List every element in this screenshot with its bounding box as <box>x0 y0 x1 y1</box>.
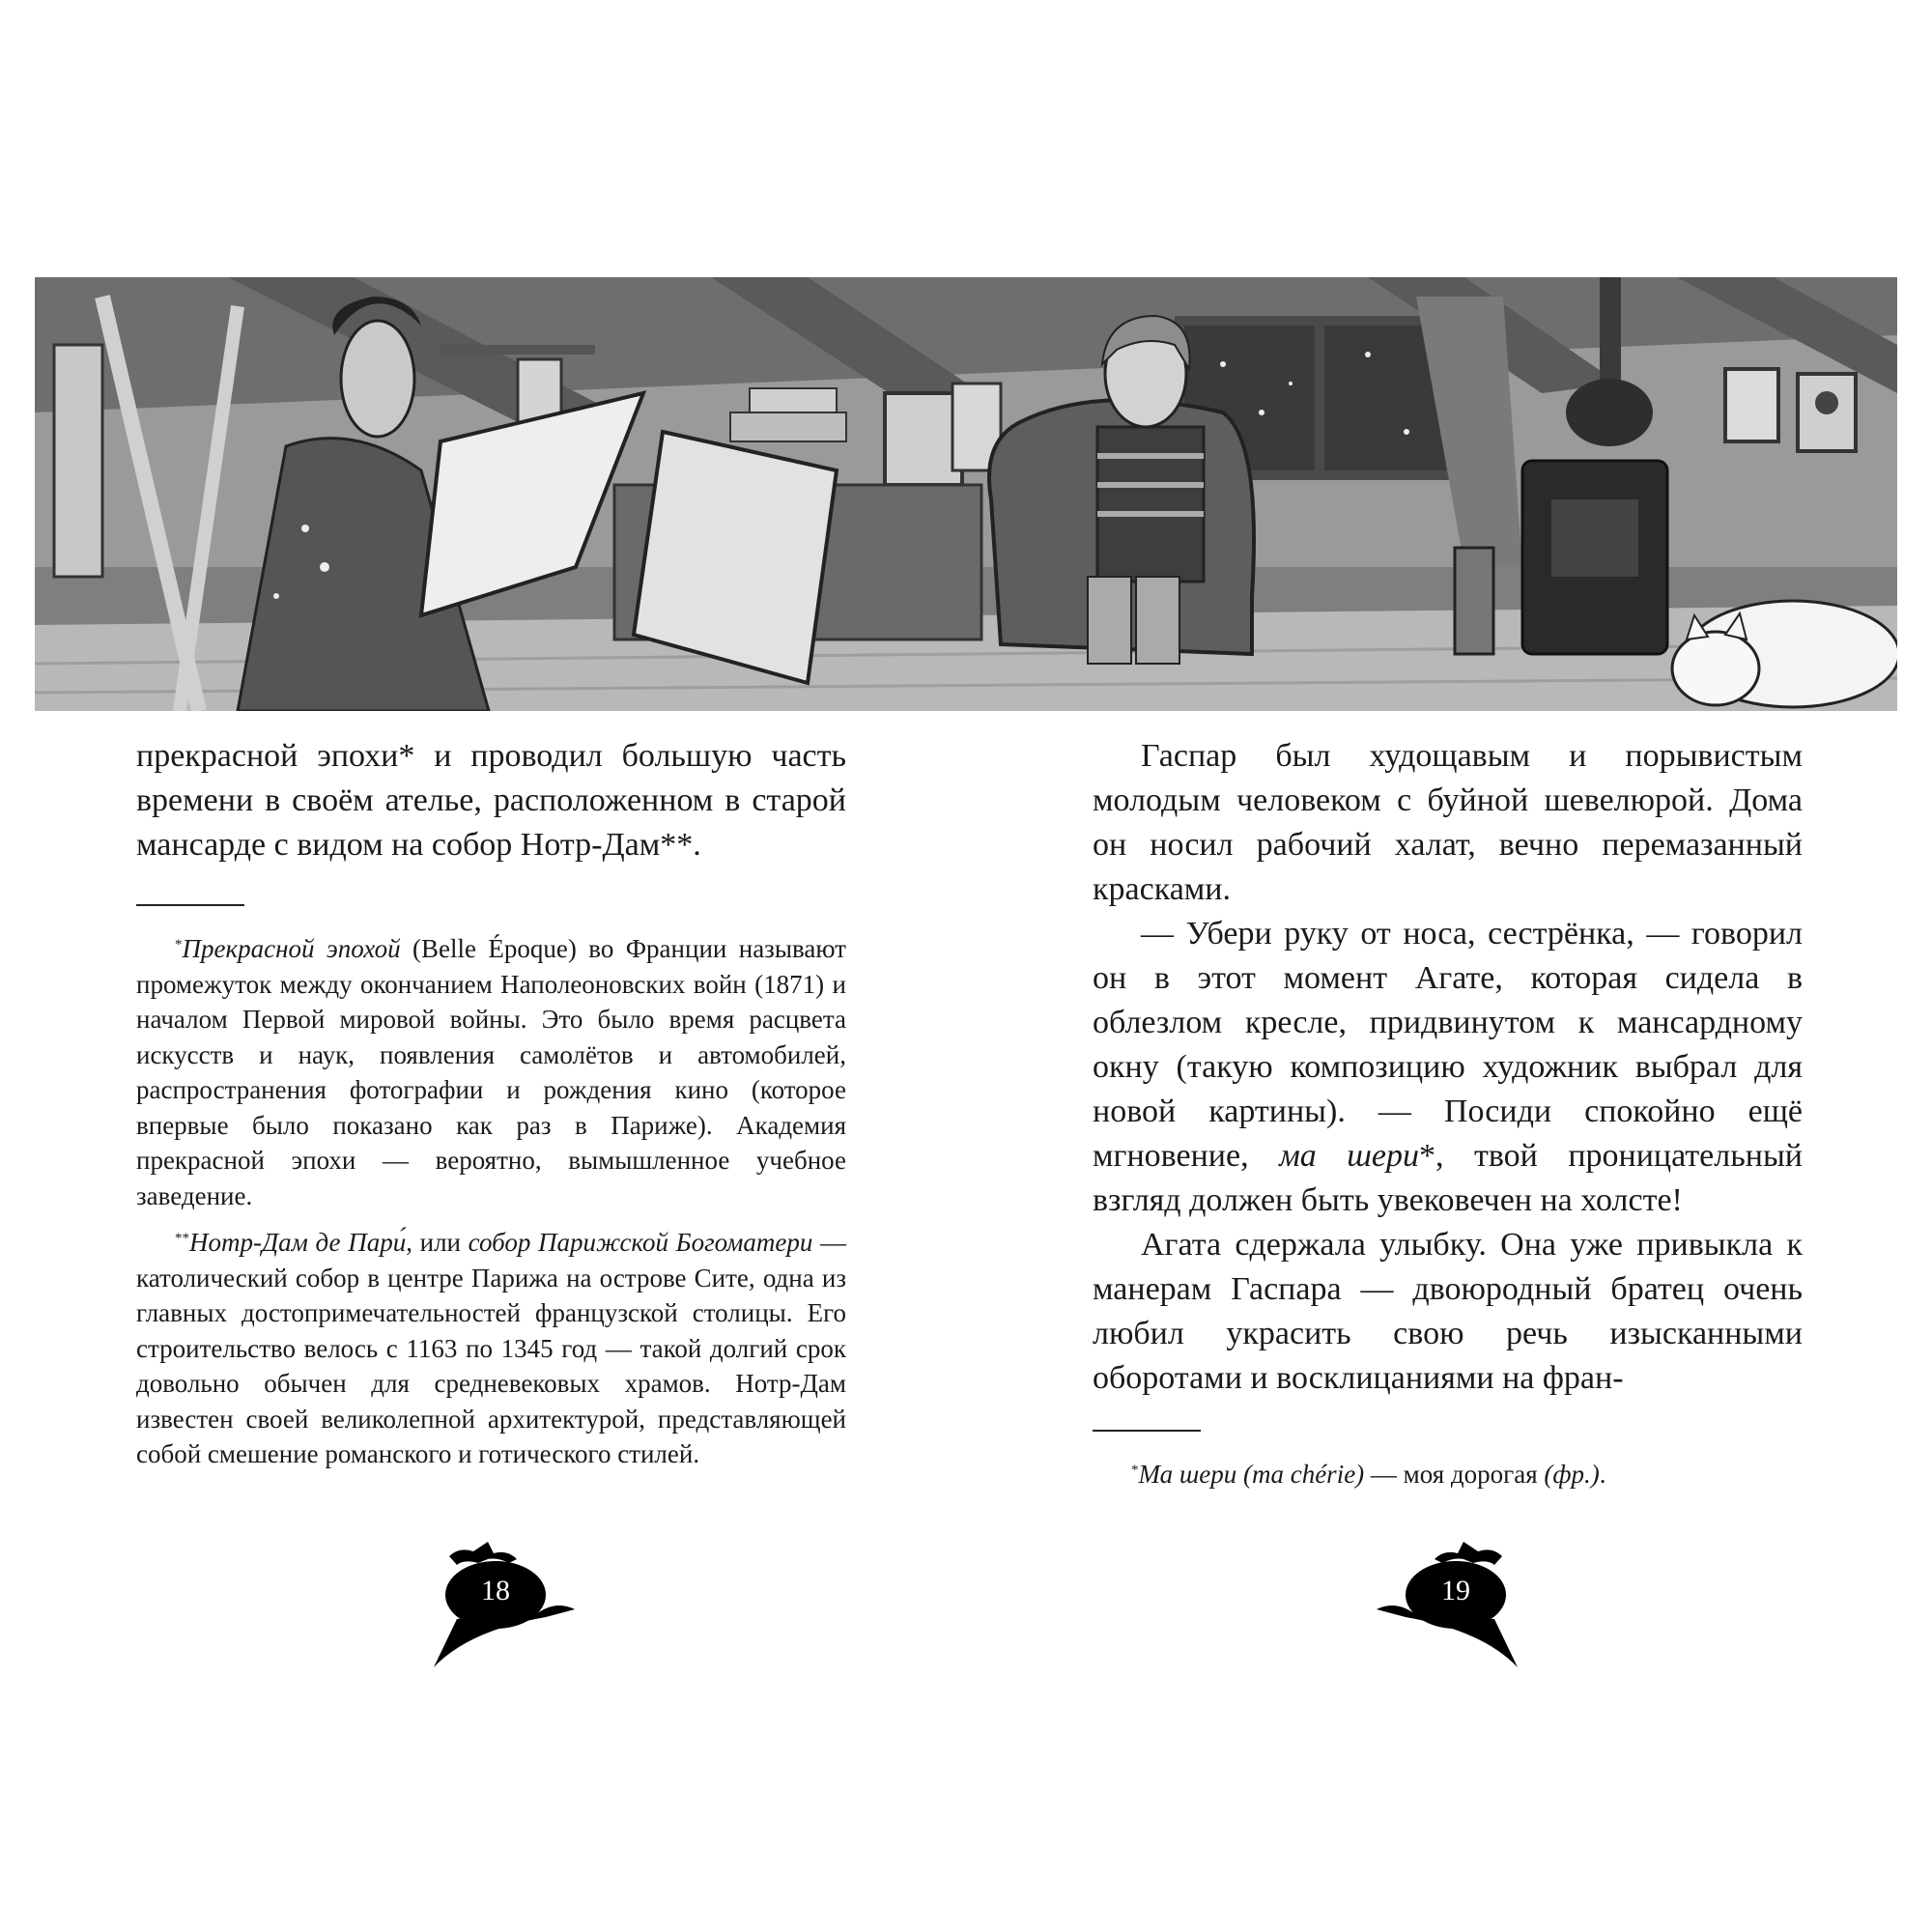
footnote-divider <box>136 904 244 906</box>
page-number-18 <box>430 1542 584 1677</box>
footnote-term: Нотр-Дам де Пари́ <box>189 1228 407 1257</box>
page-number: 19 <box>1441 1575 1470 1606</box>
footnote-marker: * <box>1131 1463 1139 1478</box>
dialogue-term: ма шери <box>1279 1138 1419 1174</box>
left-paragraph: прекрасной эпохи* и проводил большую часть времени в своём ателье, расположенном в старой мансарде с видом на собор Нотр-Дам**. <box>136 738 846 863</box>
page-number-19 <box>1367 1542 1521 1677</box>
footnote-text: (Belle Époque) во Франции называют промежуток между окончанием Наполеоновских войн (1871) и началом Первой мировой войны. Это было время расцвета искусств и наук, появления самолётов и автомобилей, распространения фотографии и рождения кино (которое впервые было показано как раз в Париже). Академия прекрасной эпохи — вероятно, вымышленное учебное заведение. <box>136 934 846 1210</box>
footnote-notre-dame <box>136 1221 846 1472</box>
footnote-belle-epoque <box>136 927 846 1213</box>
right-body-text <box>1093 734 1803 1401</box>
footnote-ma-cherie <box>1093 1453 1803 1492</box>
footnote-marker: * <box>175 937 183 952</box>
dialogue-text-end: *, твой проницательный взгляд должен быть увековечен на холсте! <box>1093 1138 1803 1218</box>
footnote-connector: , или <box>406 1228 469 1257</box>
right-paragraph-2 <box>1093 912 1803 1223</box>
footnote-term: Прекрасной эпохой <box>182 934 401 963</box>
footnote-end: . <box>1599 1460 1606 1489</box>
left-page <box>136 734 846 1472</box>
footnote-term-2: собор Парижской Богоматери <box>468 1228 813 1257</box>
attic-studio-illustration <box>35 277 1897 711</box>
illustration-scene <box>35 277 1897 711</box>
deerstalker-hat-icon <box>430 1542 584 1677</box>
footnote-lang: (фр.) <box>1544 1460 1600 1489</box>
footnote-text: — моя дорогая <box>1364 1460 1545 1489</box>
deerstalker-hat-icon <box>1367 1542 1521 1677</box>
footnote-marker: ** <box>175 1231 189 1246</box>
page-number: 18 <box>481 1575 510 1606</box>
footnote-term: Ма шери (ma chérie) <box>1138 1460 1365 1489</box>
right-paragraph-3: Агата сдержала улыбку. Она уже привыкла к манерам Гаспара — двоюродный братец очень любил украсить свою речь изысканными оборотами и восклицаниями на фран- <box>1093 1227 1803 1396</box>
footnote-divider <box>1093 1430 1201 1432</box>
left-body-text <box>136 734 846 867</box>
right-page <box>1093 734 1803 1492</box>
right-paragraph-1: Гаспар был худощавым и порывистым молодым человеком с буйной шевелюрой. Дома он носил рабочий халат, вечно перемазанный красками. <box>1093 738 1803 907</box>
dialogue-text: — Убери руку от носа, сестрёнка, — говорил он в этот момент Агате, которая сидела в облезлом кресле, придвинутом к мансардному окну (такую композицию художник выбрал для новой картины). — Посиди спокойно ещё мгновение, <box>1093 916 1803 1174</box>
footnote-text: — католический собор в центре Парижа на острове Сите, одна из главных достопримечательностей французской столицы. Его строительство велось с 1163 по 1345 год — такой долгий срок довольно обычен для средневековых храмов. Нотр-Дам известен своей великолепной архитектурой, представляющей собой смешение романского и готического стилей. <box>136 1228 847 1468</box>
